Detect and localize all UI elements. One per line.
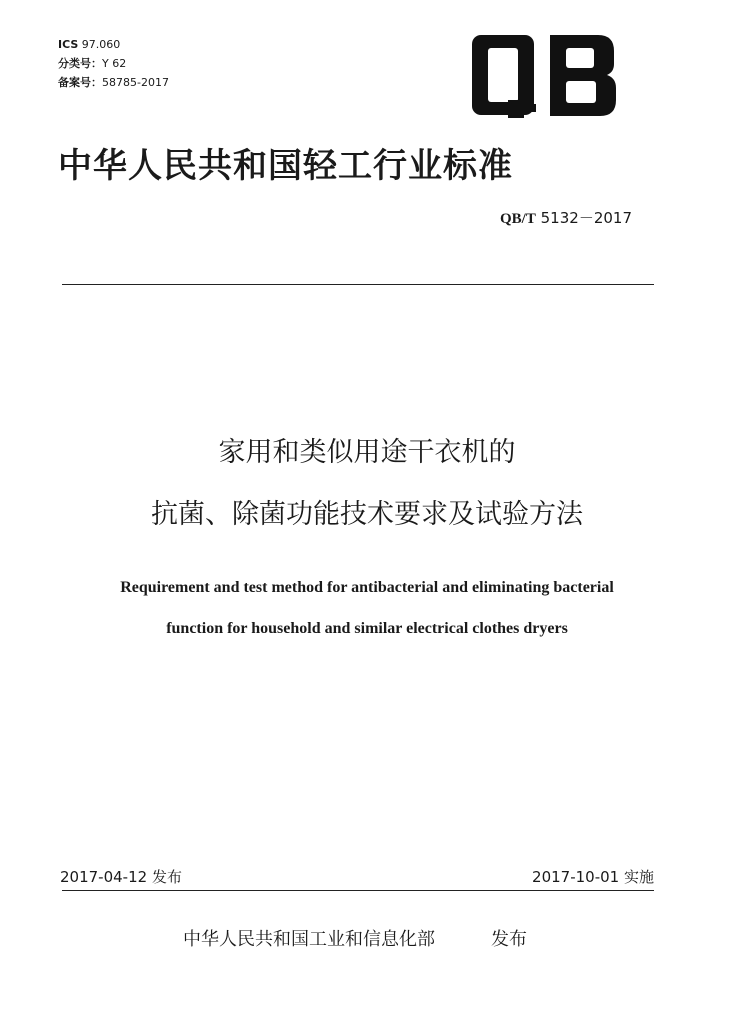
publisher-action: 发布 (491, 929, 527, 950)
issuing-standard-body: 中华人民共和国轻工行业标准 (58, 146, 513, 186)
footer-divider (62, 890, 654, 891)
header-divider (62, 284, 654, 285)
english-title-line-1: Requirement and test method for antibacterial and eliminating bacterial (120, 579, 614, 596)
chinese-title-line-2: 抗菌、除菌功能技术要求及试验方法 (151, 499, 583, 530)
qb-logo (470, 32, 620, 120)
document-metadata (58, 35, 169, 92)
record-number (58, 73, 169, 92)
record-label: 备案号： (58, 76, 102, 89)
standard-code: 5132－2017 (540, 209, 632, 227)
record-value: 58785-2017 (102, 76, 169, 89)
publisher-name: 中华人民共和国工业和信息化部 (183, 929, 435, 950)
chinese-title-line-1: 家用和类似用途干衣机的 (218, 437, 516, 468)
issue-date: 2017-04-12 发布 (60, 868, 182, 886)
standard-prefix: QB/T (500, 211, 536, 227)
ics-code (58, 35, 169, 54)
classification-code (58, 54, 169, 73)
classification-label: 分类号： (58, 57, 102, 70)
implementation-date: 2017-10-01 实施 (532, 868, 654, 886)
standard-number (500, 207, 632, 228)
classification-value: Y 62 (102, 57, 127, 70)
ics-value: 97.060 (81, 38, 121, 51)
ics-label: ICS (58, 38, 79, 51)
english-title-line-2: function for household and similar electrical clothes dryers (166, 620, 568, 637)
